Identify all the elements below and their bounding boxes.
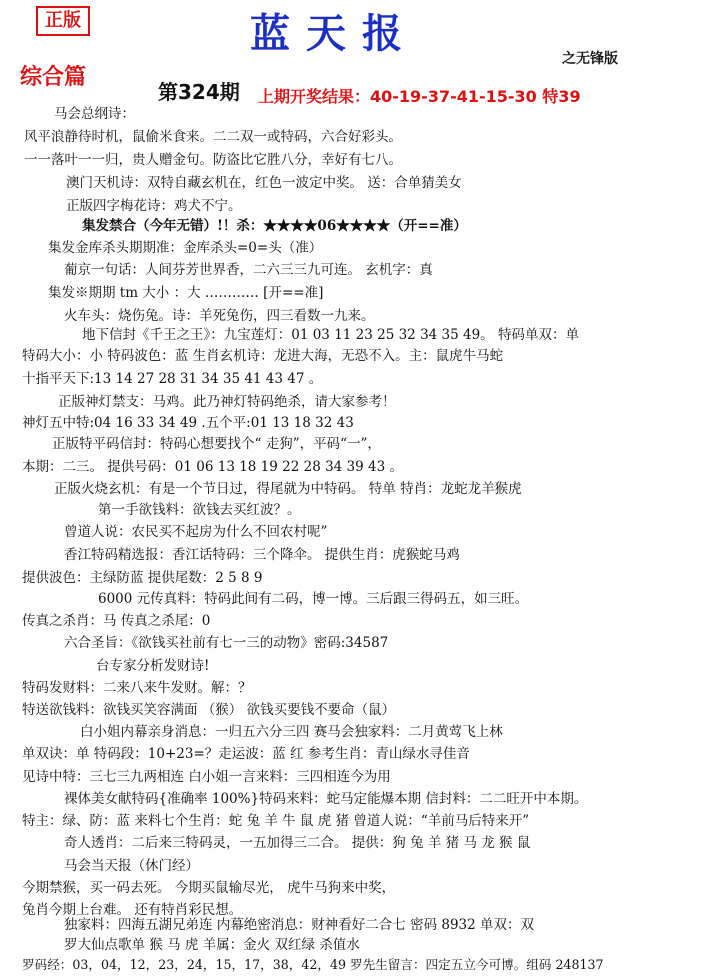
text-line: 正版四字梅花诗：鸡犬不宁。 — [66, 198, 242, 214]
edition-label: 之无锋版 — [562, 51, 618, 67]
text-line: 十指平天下:13 14 27 28 31 34 35 41 43 47 。 — [22, 371, 323, 387]
newspaper-title: 蓝天报 — [250, 10, 418, 57]
text-line: 集发禁合（今年无错）!！杀：★★★★06★★★★（开==准） — [82, 218, 467, 234]
text-line: 特码大小：小 特码波色：蓝 生肖玄机诗：龙进大海，无恐不入。主：鼠虎牛马蛇 — [22, 348, 504, 364]
text-line: 白小姐内幕亲身消息：一归五六分三四 赛马会独家料：二月黄莺飞上林 — [80, 724, 503, 740]
text-line: 曾道人说：农民买不起房为什么不回农村呢” — [64, 524, 328, 540]
text-line: 集发※期期 tm 大小 ：大 ………… [开==准] — [48, 285, 324, 301]
text-line: 神灯五中特:04 16 33 34 49 .五个平:01 13 18 32 43 — [22, 415, 354, 431]
text-line: 风平浪静待时机，鼠偷米食来。二二双一或特码，六合好彩头。 — [24, 129, 402, 145]
text-line: 正版火烧玄机：有是一个节日过，得尾就为中特码。 特单 特肖：龙蛇龙羊猴虎 — [54, 481, 522, 497]
issue-number: 第324期 — [158, 80, 240, 104]
text-line: 台专家分析发财诗! — [96, 658, 210, 674]
text-line: 六合圣旨：《欲钱买社前有七一三的动物》密码:34587 — [64, 635, 389, 651]
text-line: 特送欲钱料：欲钱买笑容满面 （猴） 欲钱买要钱不要命（鼠） — [22, 702, 396, 718]
text-line: 香江特码精选报：香江话特码：三个降伞。 提供生肖：虎猴蛇马鸡 — [64, 547, 460, 563]
text-line: 提供波色：主绿防蓝 提供尾数：2 5 8 9 — [22, 570, 263, 586]
text-line: 见诗中特：三七三九两相连 白小姐一言来料：三四相连今为用 — [22, 769, 391, 785]
text-line: 正版特平码信封：特码心想要找个“ 走狗”，平码“一”， — [52, 436, 381, 452]
text-line: 集发金库杀头期期准：金库杀头=0=头（准） — [48, 240, 323, 256]
text-line: 第一手欲钱料：欲钱去买红波？。 — [98, 502, 301, 518]
text-line: 火车头：烧伤兔。诗：羊死兔伤，四三看数一九来。 — [64, 308, 375, 324]
badge-zhengban: 正版 — [36, 6, 90, 36]
text-line: 地下信封《千王之王》：九宝莲灯：01 03 11 23 25 32 34 35 49。 特码单双：单 — [82, 327, 579, 343]
last-result: 上期开奖结果：40-19-37-41-15-30 特39 — [258, 87, 581, 106]
text-line: 传真之杀肖：马 传真之杀尾：0 — [22, 613, 211, 629]
text-line: 奇人透肖：二后来三特码灵，一五加得三二合。 提供：狗 兔 羊 猪 马 龙 猴 鼠 — [64, 835, 531, 851]
section-title: 综合篇 — [20, 65, 87, 90]
text-line: 独家料：四海五湖兄弟连 内幕绝密消息：财神看好二合七 密码 8932 单双：双 — [64, 917, 535, 933]
text-line: 特码发财料：二来八来牛发财。解：？ — [22, 680, 252, 696]
text-line: 澳门天机诗：双特自藏玄机在，红色一波定中奖。 送：合单猜美女 — [66, 175, 462, 191]
text-line: 特主：绿、防：蓝 来料七个生肖：蛇 兔 羊 牛 鼠 虎 猪 曾道人说：“羊前马后特来开” — [22, 813, 530, 829]
text-line: 正版神灯禁支：马鸡。此乃神灯特码绝杀，请大家参考！ — [58, 394, 396, 410]
text-line: 6000 元传真料：特码此间有二码，博一博。三后跟三得码五，如三旺。 — [98, 591, 529, 607]
text-line: 马会总纲诗： — [54, 106, 135, 122]
text-line: 今期禁猴，买一码去死。 今期买鼠输尽光， 虎牛马狗来中奖， — [22, 880, 396, 896]
text-line: 一一落叶一一归，贵人赠金句。防盗比它胜八分，幸好有七八。 — [24, 152, 402, 168]
text-line: 裸体美女献特码{准确率 100%}特码来料：蛇马定能爆本期 信封料：二二旺开中本期。 — [64, 791, 588, 807]
text-line: 葡京一句话：人间芬芳世界香，二六三三九可连。 玄机字：真 — [64, 262, 433, 278]
text-line: 罗码经：03，04，12，23，24，15，17，38，42，49 罗先生留言：四定五立今可博。组码 248137 — [22, 957, 604, 972]
text-line: 马会当天报（休门经） — [64, 858, 199, 874]
text-line: 单双诀：单 特码段：10+23=？走运波：蓝 红 参考生肖：青山绿水寻佳音 — [22, 746, 470, 762]
text-line: 本期：二三。 提供号码：01 06 13 18 19 22 28 34 39 43 。 — [22, 459, 403, 475]
text-line: 兔肖今期上台难。 还有特肖彩民想。 — [22, 902, 243, 918]
text-line: 罗大仙点歌单 猴 马 虎 羊属：金火 双红绿 杀值水 — [64, 937, 360, 953]
